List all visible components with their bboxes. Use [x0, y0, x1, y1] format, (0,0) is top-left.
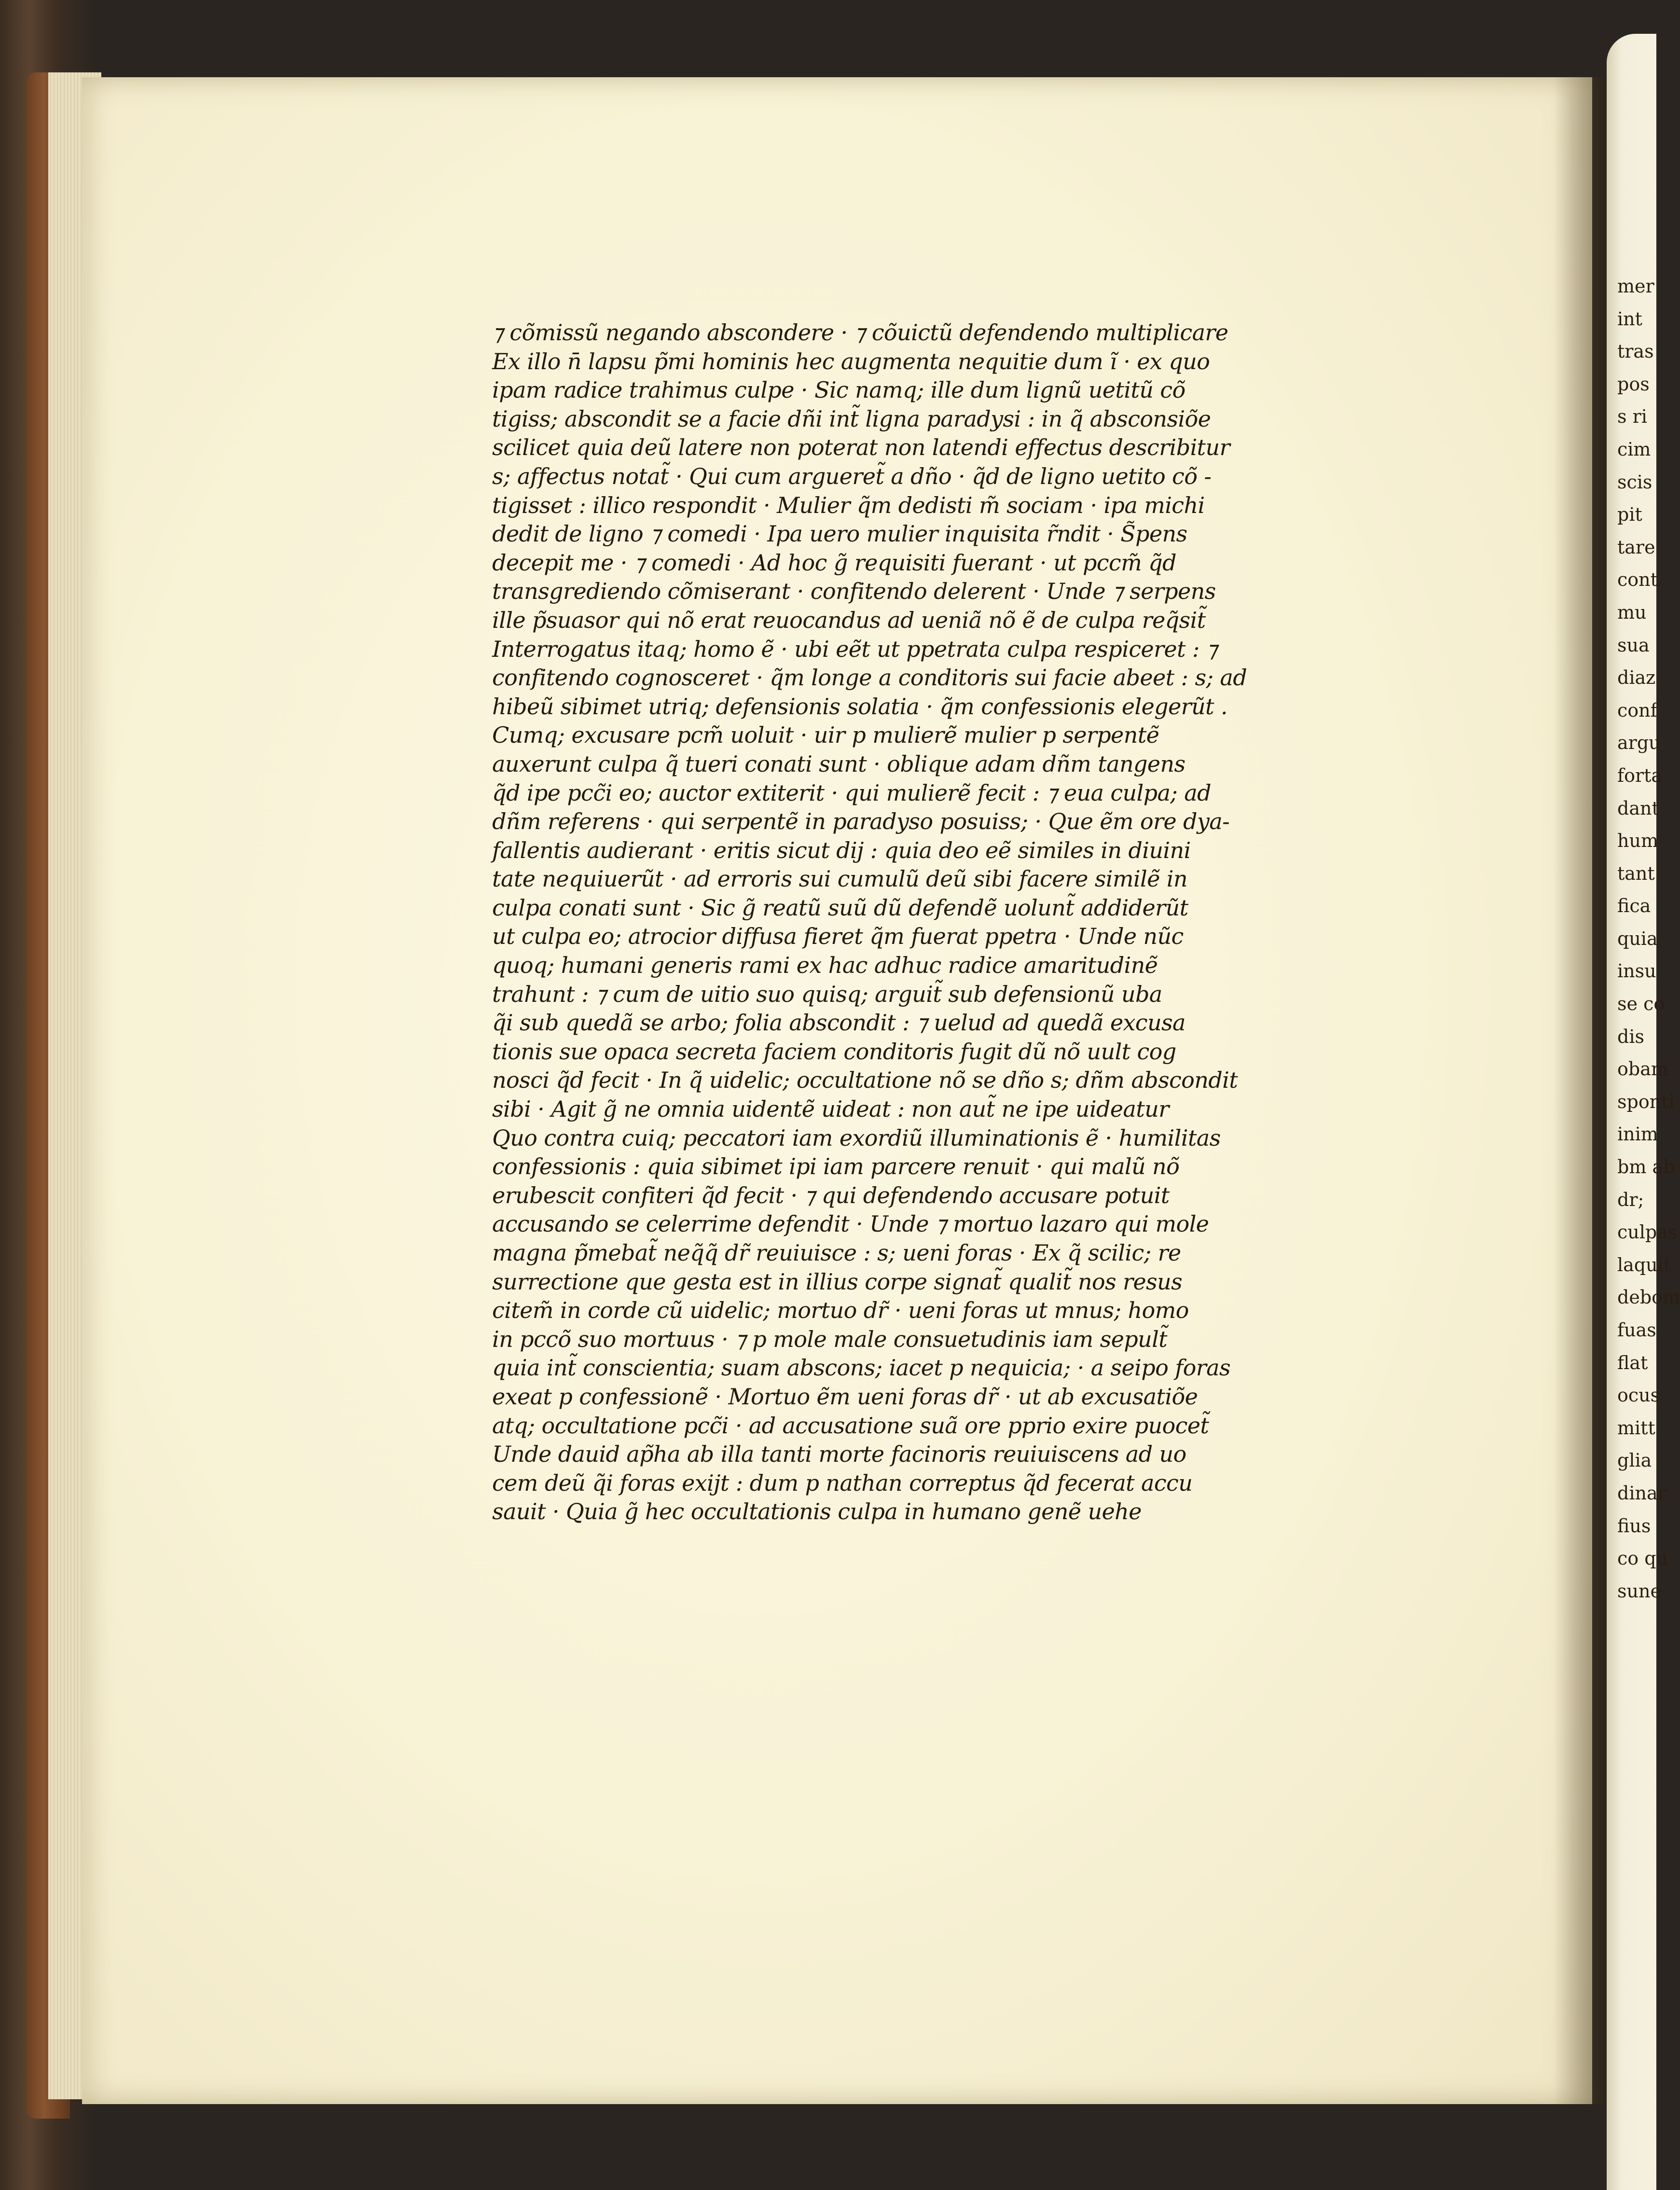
manuscript-line: trahunt : ⁊ cum de uitio suo quisq; arguit̃ sub defensionũ uba	[492, 981, 1162, 1007]
facing-page-line: sune	[1617, 1580, 1661, 1602]
facing-page-line: s ri	[1617, 406, 1647, 428]
facing-page-line: flat	[1617, 1352, 1648, 1373]
facing-page-line: dr;	[1617, 1189, 1644, 1210]
facing-page-text	[1617, 270, 1680, 1608]
manuscript-line: accusando se celerrime defendit · Unde ⁊ mortuo lazaro qui mole	[492, 1211, 1209, 1237]
manuscript-line: decepit me · ⁊ comedi · Ad hoc g̃ requisiti fuerant · ut pccm̃ q̃d	[492, 549, 1176, 576]
manuscript-line: culpa conati sunt · Sic g̃ reatũ suũ dũ defendẽ uolunt̃ addiderũt	[492, 894, 1188, 921]
facing-page-line: argu	[1617, 732, 1661, 754]
gutter-shadow	[1554, 77, 1611, 2104]
manuscript-line: nosci q̃d fecit · In q̃ uidelic; occultatione nõ se dño s; dñm abscondit	[492, 1067, 1238, 1094]
manuscript-line: Cumq; excusare pcm̃ uoluit · uir p mulierẽ mulier p serpentẽ	[492, 722, 1159, 748]
manuscript-line: atq; occultatione pcc̃i · ad accusatione suã ore pprio exire puocet̃	[492, 1412, 1209, 1439]
facing-page-line: pit	[1617, 504, 1642, 526]
manuscript-line: magna p̃mebat̃ neq̃q̃ dr̃ reuiuisce : s; ueni foras · Ex q̃ scilic; re	[492, 1240, 1181, 1266]
facing-page-line: dant	[1617, 797, 1659, 819]
facing-page-line: bm ab	[1617, 1156, 1675, 1178]
manuscript-line: tigisset : illico respondit · Mulier q̃m dedisti m̃ sociam · ipa michi	[492, 492, 1205, 518]
facing-page-line: sponti	[1617, 1091, 1675, 1112]
manuscript-line: auxerunt culpa q̃ tueri conati sunt · oblique adam dñm tangens	[492, 750, 1185, 777]
facing-page-line: sua	[1617, 634, 1650, 656]
facing-page-line: debom	[1617, 1287, 1680, 1308]
manuscript-line: tate nequiuerũt · ad erroris sui cumulũ deũ sibi facere similẽ in	[492, 866, 1187, 892]
facing-page-line: culpas	[1617, 1221, 1678, 1243]
facing-page-line: mu	[1617, 601, 1647, 623]
manuscript-line: Quo contra cuiq; peccatori iam exordiũ illuminationis ẽ · humilitas	[492, 1124, 1221, 1151]
facing-page-line: mitt	[1617, 1417, 1655, 1439]
facing-page-line: quia	[1617, 928, 1658, 949]
manuscript-line: ⁊ cõmissũ negando abscondere · ⁊ cõuictũ defendendo multiplicare	[492, 319, 1228, 346]
facing-page-line: insu	[1617, 960, 1656, 982]
facing-page-line: mer	[1617, 276, 1654, 297]
manuscript-line: s; affectus notat̃ · Qui cum argueret̃ a dño · q̃d de ligno uetito cõ -	[492, 463, 1212, 489]
facing-page-line: glia	[1617, 1450, 1652, 1471]
facing-page-line: dinar	[1617, 1482, 1666, 1504]
facing-page-line: cont	[1617, 569, 1658, 591]
facing-page-line: int	[1617, 308, 1642, 330]
manuscript-line: q̃d ipe pcc̃i eo; auctor extiterit · qui mulierẽ fecit : ⁊ eua culpa; ad	[492, 779, 1212, 806]
facing-page-line: tant	[1617, 862, 1655, 884]
manuscript-line: tionis sue opaca secreta faciem conditoris fugit dũ nõ uult cog	[492, 1038, 1176, 1065]
manuscript-line: quoq; humani generis rami ex hac adhuc radice amaritudinẽ	[492, 952, 1158, 979]
manuscript-line: sibi · Agit g̃ ne omnia uidentẽ uideat : non aut̃ ne ipe uideatur	[492, 1096, 1169, 1123]
manuscript-line: hibeũ sibimet utriq; defensionis solatia · q̃m confessionis elegerũt .	[492, 693, 1228, 720]
manuscript-line: Ex illo n̄ lapsu p̃mi hominis hec augmenta nequitie dum ĩ · ex quo	[492, 348, 1210, 374]
manuscript-line: ut culpa eo; atrocior diffusa fieret q̃m fuerat ppetra · Unde nũc	[492, 923, 1184, 950]
manuscript-text-block	[492, 319, 1438, 1526]
manuscript-line: surrectione que gesta est in illius corpe signat̃ qualit̃ nos resus	[492, 1268, 1183, 1295]
facing-page-line: inim	[1617, 1123, 1658, 1145]
facing-page-line: obam	[1617, 1058, 1668, 1080]
manuscript-line: exeat p confessionẽ · Mortuo ẽm ueni foras dr̃ · ut ab excusatiõe	[492, 1383, 1198, 1410]
manuscript-line: dñm referens · qui serpentẽ in paradyso posuiss; · Que ẽm ore dya-	[492, 808, 1230, 835]
facing-page-line: co qu	[1617, 1548, 1668, 1569]
facing-page-line: laquit	[1617, 1254, 1671, 1275]
manuscript-line: fallentis audierant · eritis sicut dij : quia deo eẽ similes in diuini	[492, 837, 1191, 863]
facing-page-line: diaz	[1617, 667, 1656, 689]
facing-page-line: pos	[1617, 373, 1650, 395]
manuscript-line: dedit de ligno ⁊ comedi · Ipa uero mulier inquisita r̃ndit · S̃pens	[492, 521, 1187, 547]
manuscript-line: erubescit confiteri q̃d fecit · ⁊ qui defendendo accusare potuit	[492, 1182, 1170, 1208]
manuscript-line: scilicet quia deũ latere non poterat non latendi effectus describitur	[492, 434, 1230, 461]
facing-page-line: dis	[1617, 1026, 1644, 1047]
facing-page-line: conf	[1617, 699, 1657, 721]
manuscript-line: transgrediendo cõmiserant · confitendo delerent · Unde ⁊ serpens	[492, 578, 1216, 605]
manuscript-line: citem̃ in corde cũ uidelic; mortuo dr̃ · ueni foras ut mnus; homo	[492, 1297, 1189, 1324]
facing-page-line: tras	[1617, 341, 1654, 362]
manuscript-line: cem deũ q̃i foras exijt : dum p nathan correptus q̃d fecerat accu	[492, 1469, 1193, 1496]
facing-page-line: fuas	[1617, 1319, 1656, 1341]
facing-page-line: tare	[1617, 536, 1655, 558]
manuscript-line: confessionis : quia sibimet ipi iam parcere renuit · qui malũ nõ	[492, 1153, 1180, 1180]
facing-page-line: cim	[1617, 438, 1651, 460]
facing-page-line: se co	[1617, 993, 1665, 1015]
facing-page-line: fius	[1617, 1515, 1651, 1537]
manuscript-line: in pccõ suo mortuus · ⁊ p mole male consuetudinis iam sepult̃	[492, 1326, 1168, 1352]
manuscript-line: confitendo cognosceret · q̃m longe a conditoris sui facie abeet : s; ad	[492, 665, 1247, 691]
manuscript-line: Unde dauid ap̃ha ab illa tanti morte facinoris reuiuiscens ad uo	[492, 1441, 1186, 1468]
manuscript-line: ille p̃suasor qui nõ erat reuocandus ad ueniã nõ ẽ de culpa req̃sit̃	[492, 607, 1206, 633]
facing-page-line: forta	[1617, 764, 1663, 786]
manuscript-line: sauit · Quia g̃ hec occultationis culpa in humano genẽ uehe	[492, 1498, 1142, 1525]
facing-page-line: hum	[1617, 830, 1658, 852]
facing-page-line: fica	[1617, 895, 1651, 917]
manuscript-line: tigiss; abscondit se a facie dñi int̃ ligna paradysi : in q̃ absconsiõe	[492, 405, 1211, 432]
manuscript-line: quia int̃ conscientia; suam abscons; iacet p nequicia; · a seipo foras	[492, 1355, 1231, 1381]
manuscript-line: q̃i sub quedã se arbo; folia abscondit : ⁊ uelud ad quedã excusa	[492, 1010, 1185, 1036]
facing-page-line: ocus	[1617, 1385, 1660, 1406]
manuscript-line: ipam radice trahimus culpe · Sic namq; ille dum lignũ uetitũ cõ	[492, 377, 1185, 403]
facing-page-line: scis	[1617, 471, 1652, 493]
manuscript-line: Interrogatus itaq; homo ẽ · ubi eẽt ut ppetrata culpa respiceret : ⁊	[492, 636, 1217, 662]
